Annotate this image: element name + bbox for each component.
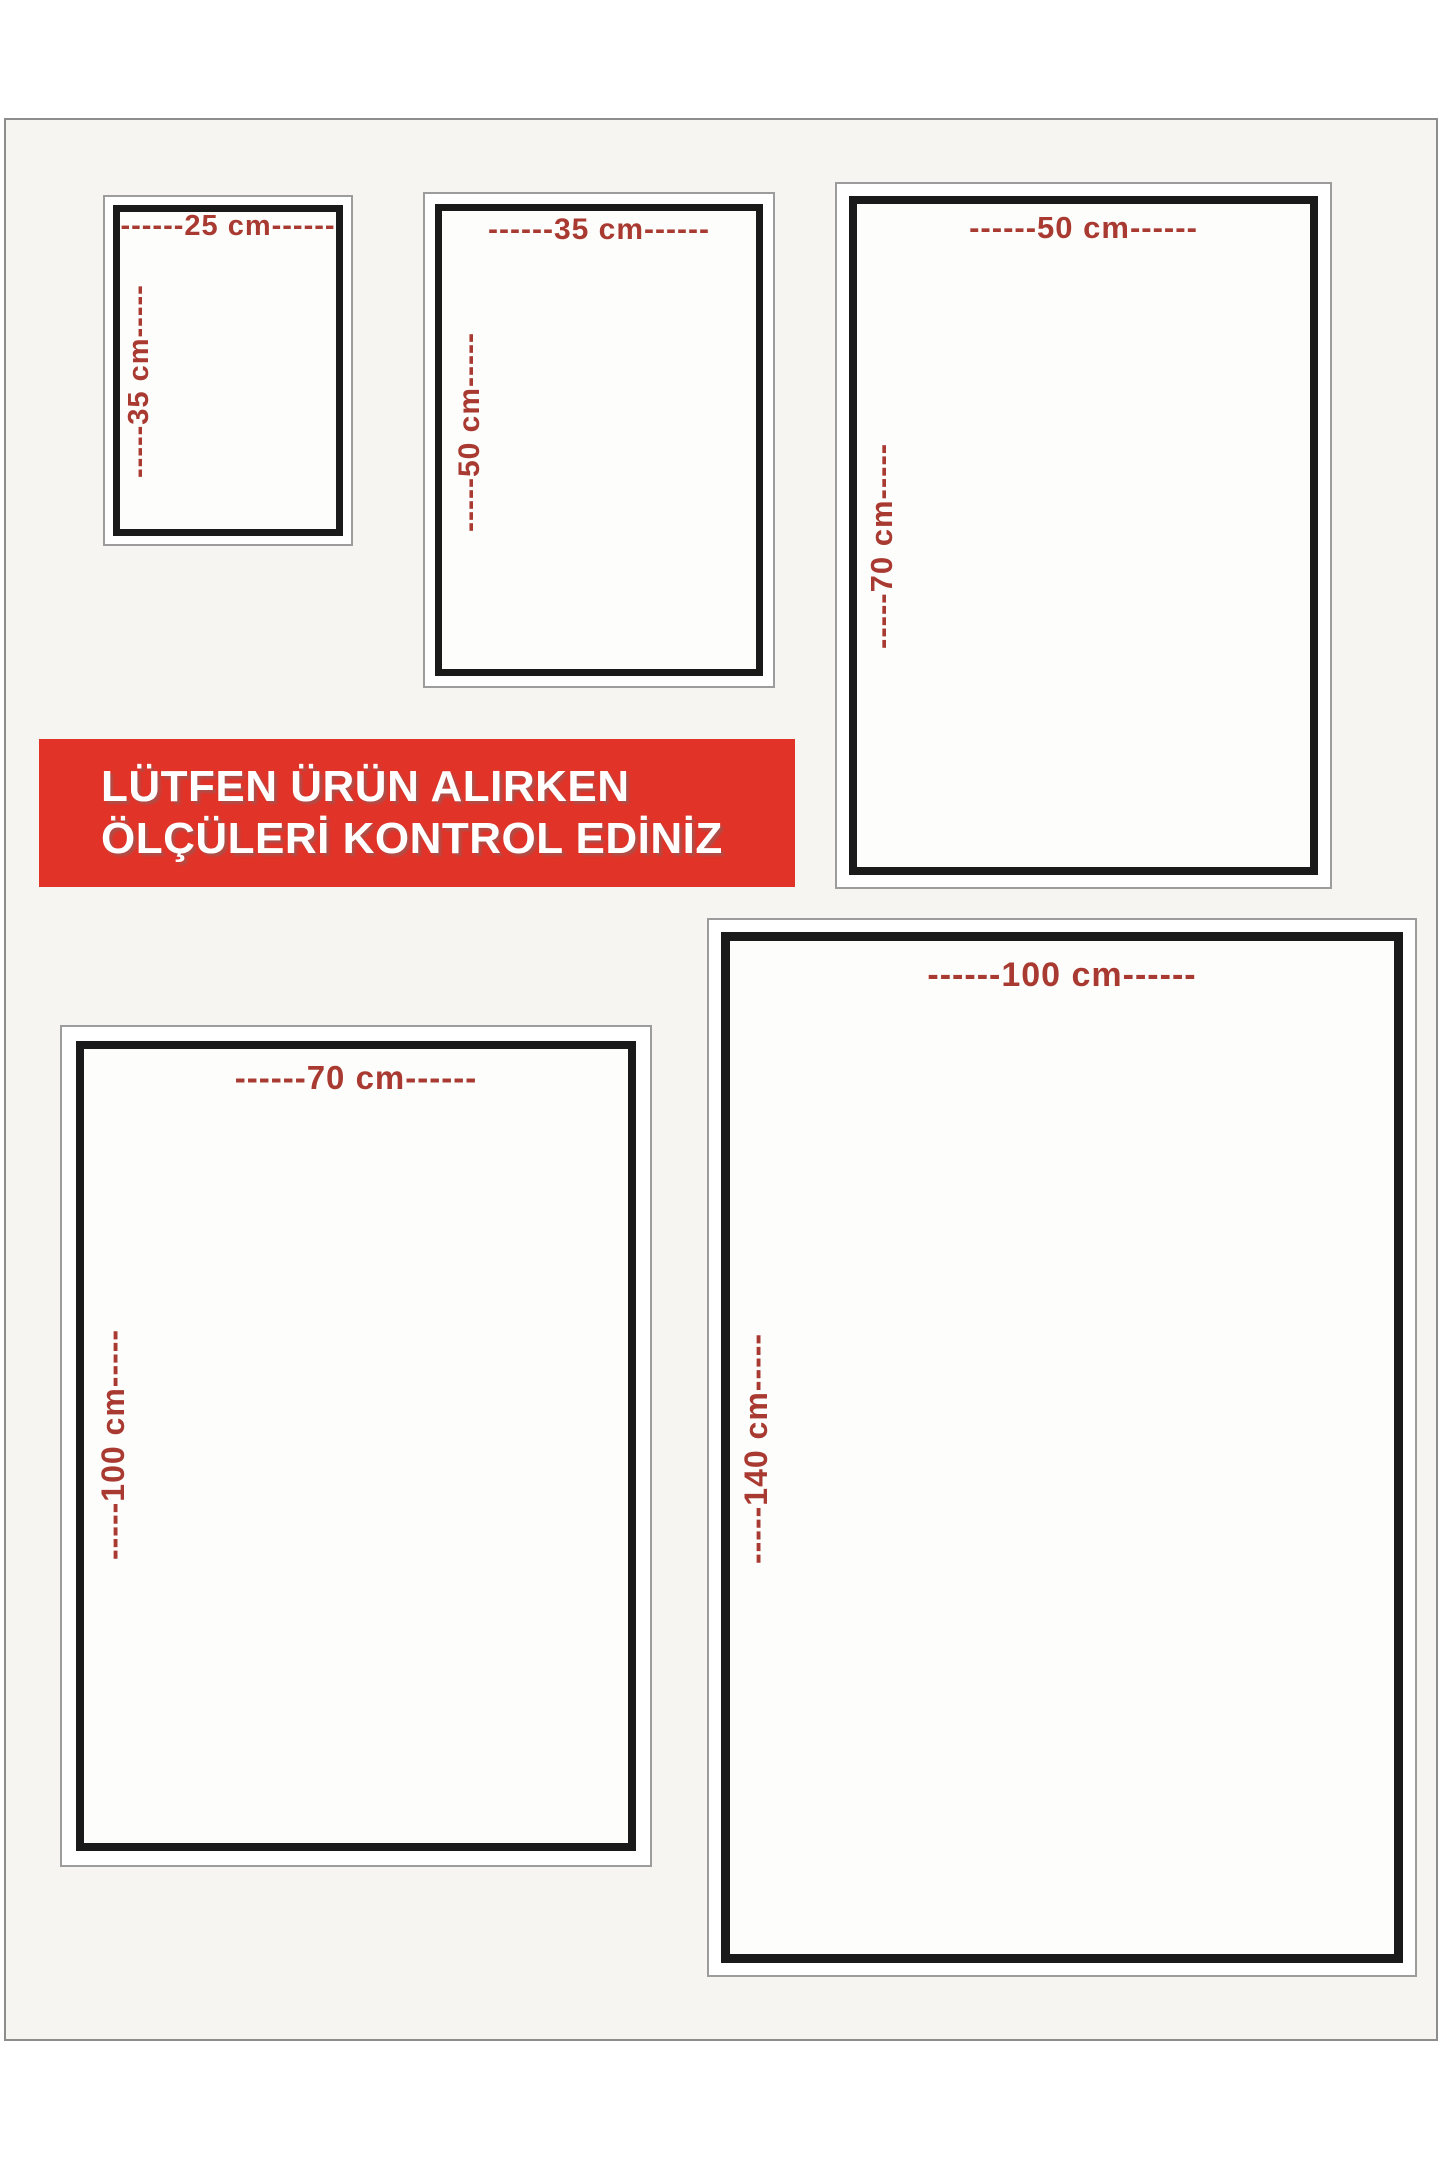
size-box-50x70 (835, 182, 1332, 889)
width-dimension-label-35cm: ------35 cm------ (488, 213, 710, 246)
height-dimension-label-100cm: -----100 cm----- (95, 1328, 131, 1560)
height-dimension-label-70cm: -----70 cm----- (864, 442, 899, 649)
width-dimension-label-70cm: ------70 cm------ (234, 1059, 478, 1096)
height-dimension-label-140cm: -----140 cm----- (738, 1332, 774, 1564)
warning-banner-line2: ÖLÇÜLERİ KONTROL EDİNİZ (101, 814, 723, 863)
width-dimension-label-50cm: ------50 cm------ (969, 210, 1198, 245)
warning-banner (39, 739, 795, 887)
width-dimension-label-25cm: ------25 cm------ (120, 210, 336, 242)
width-dimension-label-100cm: ------100 cm------ (927, 956, 1197, 994)
size-box-35x50 (423, 192, 775, 688)
size-box-100x140 (707, 918, 1417, 1977)
size-box-100x140-frame (721, 932, 1403, 1963)
height-dimension-label-50cm: -----50 cm----- (453, 332, 486, 532)
size-box-25x35 (103, 195, 353, 546)
warning-banner-line1: LÜTFEN ÜRÜN ALIRKEN (101, 762, 630, 811)
size-box-70x100 (60, 1025, 652, 1867)
size-box-70x100-frame (76, 1041, 636, 1851)
size-box-50x70-frame (849, 196, 1318, 875)
height-dimension-label-35cm: -----35 cm----- (123, 284, 155, 478)
